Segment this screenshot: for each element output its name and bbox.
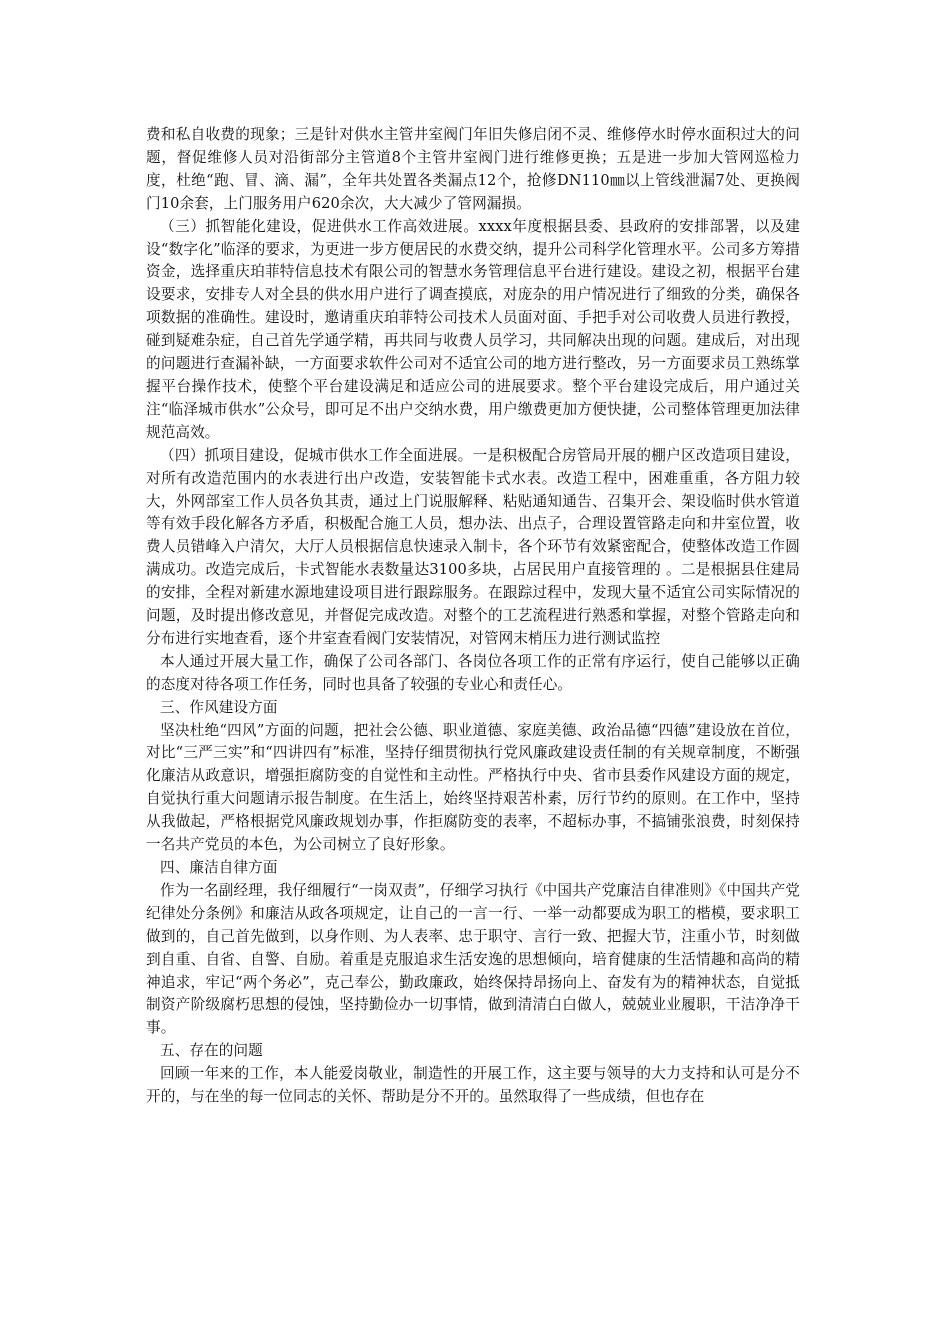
paragraph-integrity: 作为一名副经理，我仔细履行“一岗双责”，仔细学习执行《中国共产党廉洁自律准则》《中国共产党纪律处分条例》和廉洁从政各项规定，让自己的一言一行、一举一动都要成为职工的楷模，要求职工做到的，自己首先做到，以身作则、为人表率、忠于职守、言行一致、把握大节，注重小节，时刻做到自重、自省、自警、自励。着重是克服追求生活安逸的思想倾向，培育健康的生活情趣和高尚的精神追求，牢记“两个务必”，克己奉公，勤政廉政，始终保持昂扬向上、奋发有为的精神状态，自觉抵制资产阶级腐朽思想的侵蚀，坚持勤俭办一切事情，做到清清白白做人，兢兢业业履职，干洁净净干事。 <box>146 881 800 1037</box>
section-heading-integrity: 四、廉洁自律方面 <box>160 859 278 876</box>
section-heading-problems: 五、存在的问题 <box>160 1042 263 1060</box>
paragraph-work-summary: 本人通过开展大量工作，确保了公司各部门、各岗位各项工作的正常有序运行，使自己能够以正确的态度对待各项工作任务，同时也具备了较强的专业心和责任心。 <box>146 652 800 693</box>
paragraph-problems: 回顾一年来的工作，本人能爱岗敬业，制造性的开展工作，这主要与领导的大力支持和认可是分不开的，与在坐的每一位同志的关怀、帮助是分不开的。虽然取得了一些成绩，但也存在 <box>146 1065 800 1106</box>
document-body <box>146 124 800 1109</box>
paragraph-water-supply-maintenance: 费和私自收费的现象；三是针对供水主管井室阀门年旧失修启闭不灵、维修停水时停水面积过大的问题，督促维修人员对沿街部分主管道8个主管井室阀门进行维修更换；五是进一步加大管网巡检力度，杜绝“跑、冒、滴、漏”，全年共处置各类漏点12个，抢修DN110㎜以上管线泄漏7处、更换阀门10余套，上门服务用户620余次，大大减少了管网漏损。 <box>146 126 800 212</box>
section-heading-work-style: 三、作风建设方面 <box>160 698 278 716</box>
paragraph-project-construction: （四）抓项目建设，促城市供水工作全面进展。一是积极配合房管局开展的棚户区改造项目建设，对所有改造范围内的水表进行出户改造，安装智能卡式水表。改造工程中，困难重重，各方阻力较大，外网部室工作人员各负其责，通过上门说服解释、粘贴通知通告、召集开会、架设临时供水管道等有效手段化解各方矛盾，积极配合施工人员，想办法、出点子，合理设置管路走向和井室位置，收费人员错峰入户清欠，大厅人员根据信息快速录入制卡，各个环节有效紧密配合，使整体改造工作圆满成功。改造完成后，卡式智能水表数量达3100多块，占居民用户直接管理的 。二是根据县住建局的安排，全程对新建水源地建设项目进行跟踪服务。在跟踪过程中，发现大量不适宜公司实际情况的问题，及时提出修改意见，并督促完成改造。对整个的工艺流程进行熟悉和掌握，对整个管路走向和分布进行实地查看，逐个井室查看阀门安装情况，对管网末梢压力进行测试监控 <box>146 446 800 647</box>
paragraph-work-style: 坚决杜绝“四风”方面的问题，把社会公德、职业道德、家庭美德、政治品德“四德”建设放在首位，对比“三严三实”和“四讲四有”标准，坚持仔细贯彻执行党风廉政建设责任制的有关规章制度，不断强化廉洁从政意识，增强拒腐防变的自觉性和主动性。严格执行中央、省市县委作风建设方面的规定，自觉执行重大问题请示报告制度。在生活上，始终坚持艰苦朴素，厉行节约的原则。在工作中，坚持从我做起，严格根据党风廉政规划办事，作拒腐防变的表率，不超标办事，不搞铺张浪费，时刻保持一名共产党员的本色，为公司树立了良好形象。 <box>146 721 800 854</box>
paragraph-smart-construction: （三）抓智能化建设，促进供水工作高效进展。xxxx年度根据县委、县政府的安排部署，以及建设“数字化”临泽的要求，为更进一步方便居民的水费交纳，提升公司科学化管理水平。公司多方筹措资金，选择重庆珀菲特信息技术有限公司的智慧水务管理信息平台进行建设。建设之初，根据平台建设要求，安排专人对全县的供水用户进行了调查摸底，对庞杂的用户情况进行了细致的分类，确保各项数据的准确性。建设时，邀请重庆珀菲特公司技术人员面对面、手把手对公司收费人员进行教授，碰到疑难杂症，自己首先学通学精，再共同与收费人员学习，共同解决出现的问题。建成后，对出现的问题进行查漏补缺，一方面要求软件公司对不适宜公司的地方进行整改，另一方面要求员工熟练掌握平台操作技术，使整个平台建设满足和适应公司的进展要求。整个平台建设完成后，用户通过关注“临泽城市供水”公众号，即可足不出户交纳水费，用户缴费更加方便快捷，公司整体管理更加法律规范高效。 <box>146 217 800 441</box>
